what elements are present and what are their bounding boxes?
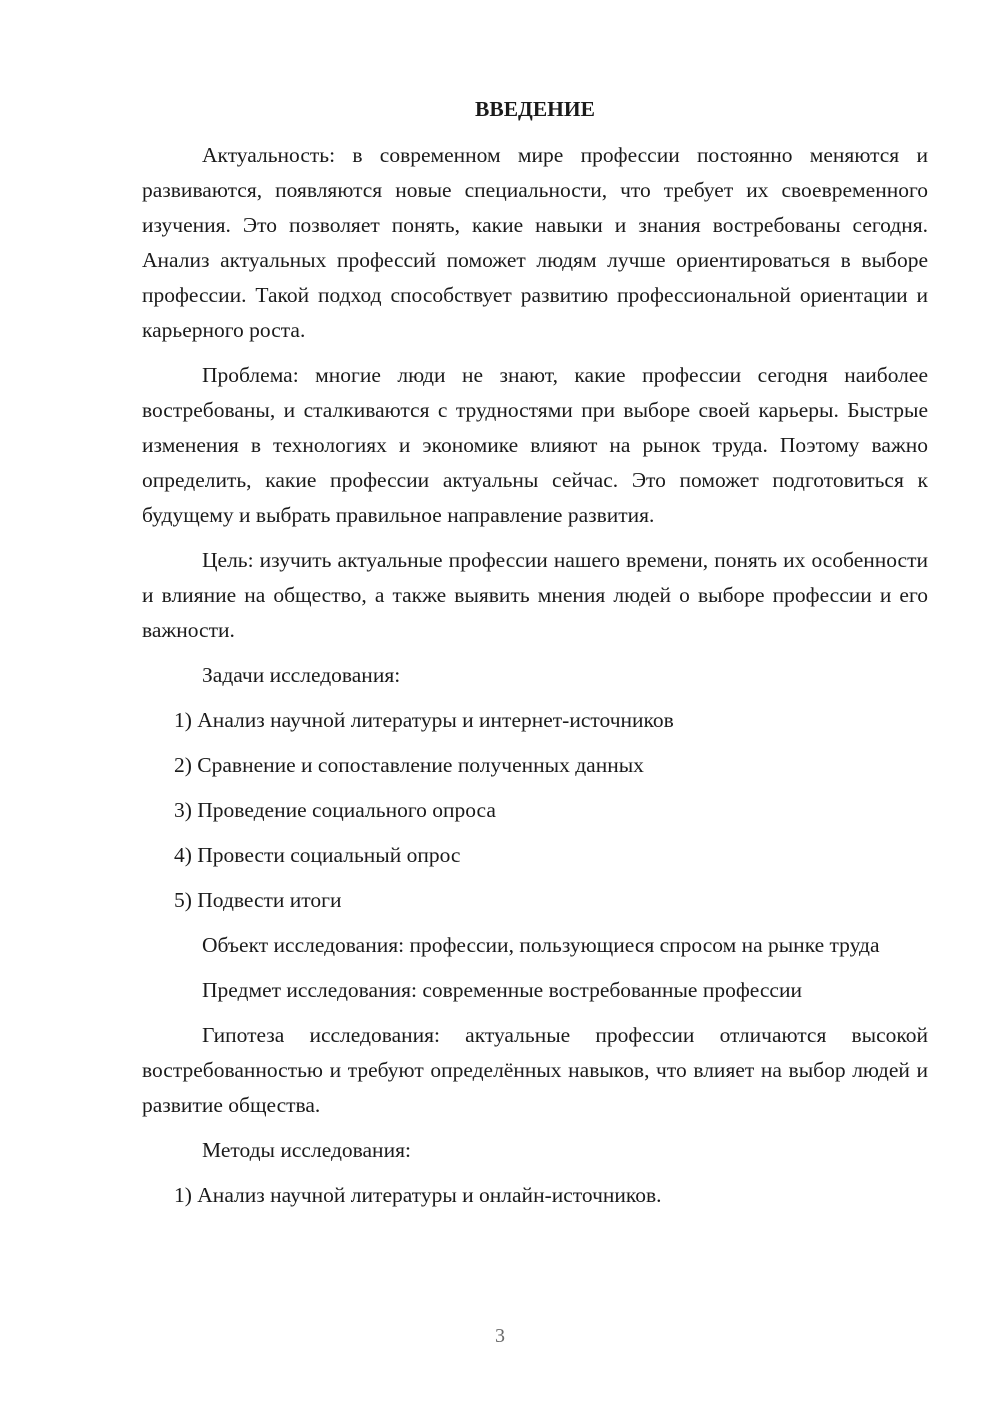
subject-paragraph: Предмет исследования: современные востребованные профессии bbox=[202, 978, 802, 1002]
page-number: 3 bbox=[495, 1325, 505, 1347]
relevance-paragraph: Актуальность: в современном мире профессии постоянно меняются и развиваются, появляются новые специальности, что требует их своевременного изучения. Это позволяет понять, какие навыки и знания востребованы сегодня. Анализ актуальных профессий поможет людям лучше ориентироваться в выборе профессии. Такой подход способствует развитию профессиональной ориентации и карьерного роста. bbox=[142, 143, 928, 342]
list-item: 3) Проведение социального опроса bbox=[174, 798, 496, 822]
list-item: 2) Сравнение и сопоставление полученных данных bbox=[174, 753, 644, 777]
list-item: 1) Анализ научной литературы и интернет-источников bbox=[174, 708, 674, 732]
goal-paragraph: Цель: изучить актуальные профессии нашего времени, понять их особенности и влияние на общество, а также выявить мнения людей о выборе профессии и его важности. bbox=[142, 548, 928, 642]
list-item: 4) Провести социальный опрос bbox=[174, 843, 461, 867]
hypothesis-paragraph: Гипотеза исследования: актуальные профессии отличаются высокой востребованностью и требуют определённых навыков, что влияет на выбор людей и развитие общества. bbox=[142, 1023, 928, 1117]
methods-list bbox=[142, 1178, 928, 1213]
section-heading: ВВЕДЕНИЕ bbox=[475, 97, 595, 121]
tasks-list bbox=[142, 703, 928, 918]
list-item: 1) Анализ научной литературы и онлайн-источников. bbox=[174, 1183, 662, 1207]
object-paragraph: Объект исследования: профессии, пользующиеся спросом на рынке труда bbox=[202, 933, 880, 957]
document-page bbox=[142, 92, 928, 1223]
methods-label: Методы исследования: bbox=[202, 1138, 411, 1162]
problem-paragraph: Проблема: многие люди не знают, какие профессии сегодня наиболее востребованы, и сталкиваются с трудностями при выборе своей карьеры. Быстрые изменения в технологиях и экономике влияют на рынок труда. Поэтому важно определить, какие профессии актуальны сейчас. Это поможет подготовиться к будущему и выбрать правильное направление развития. bbox=[142, 363, 928, 527]
tasks-label: Задачи исследования: bbox=[202, 663, 401, 687]
list-item: 5) Подвести итоги bbox=[174, 888, 342, 912]
